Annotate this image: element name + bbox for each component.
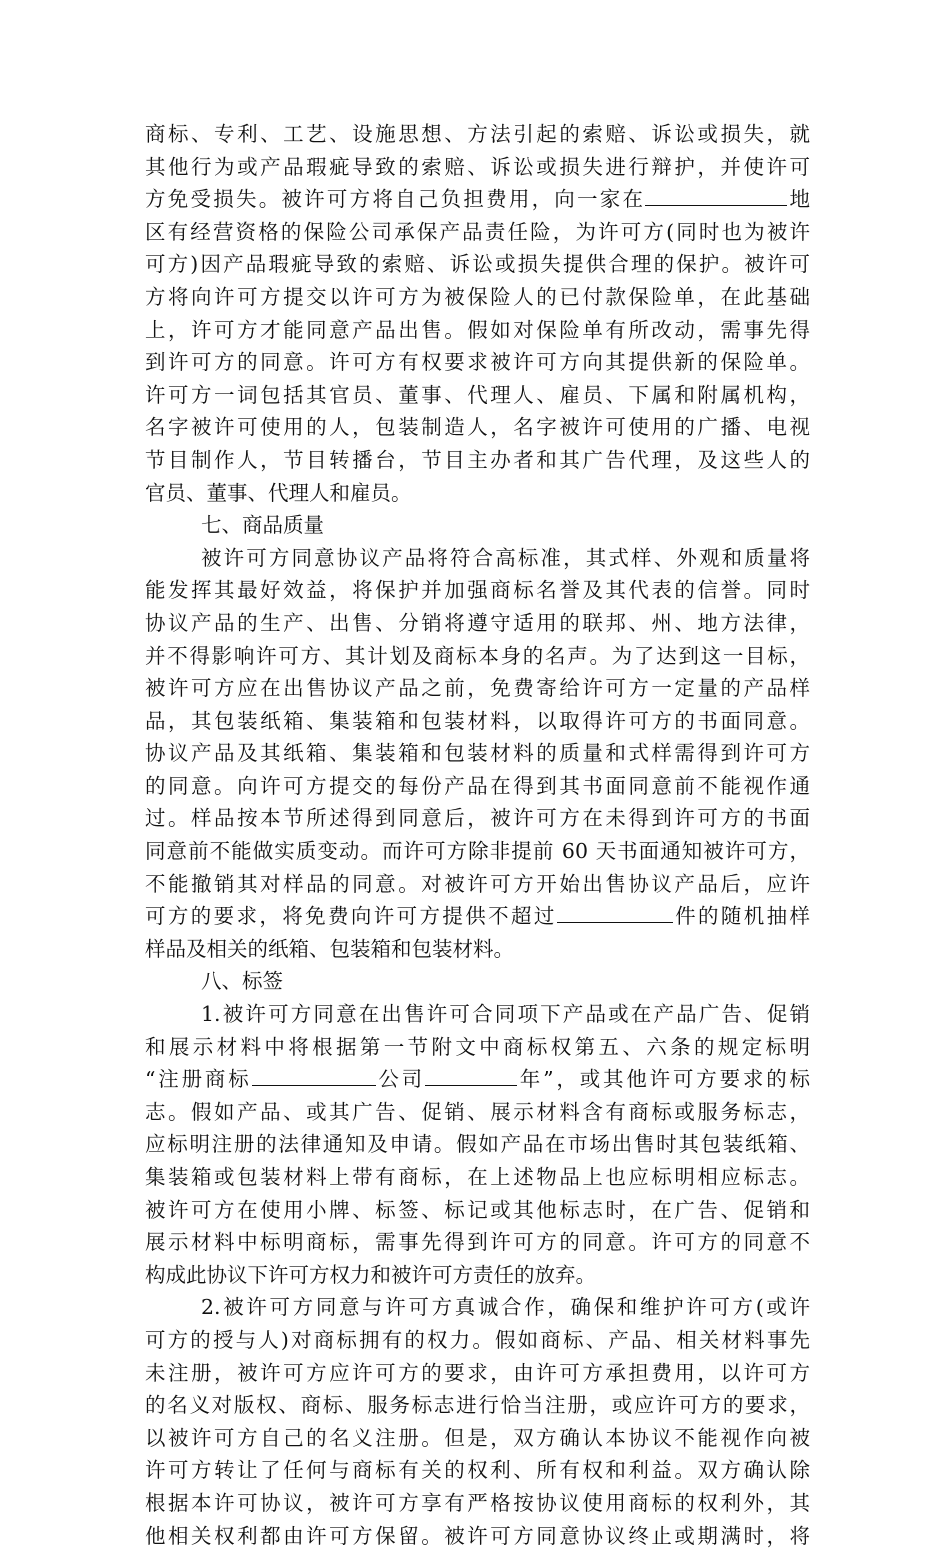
text-line: 集装箱或包装材料上带有商标，在上述物品上也应标明相应标志。: [145, 1165, 810, 1189]
text-line: 节目制作人，节目转播台，节目主办者和其广告代理，及这些人的: [145, 447, 810, 472]
document-body: [145, 118, 810, 1552]
text-line: 不能撤销其对样品的同意。对被许可方开始出售协议产品后，应许: [145, 871, 810, 896]
section-heading: 七、商品质量: [201, 513, 324, 538]
text-line: 区有经营资格的保险公司承保产品责任险，为许可方(同时也为被许: [145, 219, 810, 244]
text-line: [145, 183, 810, 216]
text-line: 样品及相关的纸箱、包装箱和包装材料。: [145, 936, 514, 961]
text-line: 可方)因产品瑕疵导致的索赔、诉讼或损失提供合理的保护。被许可: [145, 252, 810, 277]
section-heading: 八、标签: [201, 969, 283, 994]
text-line: [145, 900, 810, 933]
text-line: 方将向许可方提交以许可方为被保险人的已付款保险单，在此基础: [145, 284, 810, 309]
text-line: [145, 1063, 810, 1096]
text-segment: 方免受损失。被许可方将自己负担费用，向一家在: [145, 187, 646, 212]
text-line: 官员、董事、代理人和雇员。: [145, 480, 412, 505]
text-line: 其他行为或产品瑕疵导致的索赔、诉讼或损失进行辩护，并使许可: [145, 154, 810, 179]
text-line: 商标、专利、工艺、设施思想、方法引起的索赔、诉讼或损失，就: [145, 122, 810, 146]
blank-underline: [557, 900, 673, 923]
text-line: 展示材料中标明商标，需事先得到许可方的同意。许可方的同意不: [145, 1230, 810, 1255]
text-segment: 可方的要求，将免费向许可方提供不超过: [145, 904, 557, 929]
text-line: 被许可方同意协议产品将符合高标准，其式样、外观和质量将: [201, 545, 810, 570]
text-segment: 件的随机抽样: [672, 904, 810, 929]
text-line: 名字被许可使用的人，包装制造人，名字被许可使用的广播、电视: [145, 415, 810, 440]
text-line: 以被许可方自己的名义注册。但是，双方确认本协议不能视作向被: [145, 1425, 810, 1450]
text-line: 构成此协议下许可方权力和被许可方责任的放弃。: [145, 1262, 596, 1287]
text-line: 许可方转让了任何与商标有关的权利、所有权和利益。双方确认除: [145, 1458, 810, 1483]
text-segment: “注册商标: [145, 1067, 252, 1092]
text-line: 应标明注册的法律通知及申请。假如产品在市场出售时其包装纸箱、: [145, 1132, 810, 1157]
text-line: 他相关权利都由许可方保留。被许可方同意协议终止或期满时，将: [145, 1523, 810, 1548]
text-line: 被许可方应在出售协议产品之前，免费寄给许可方一定量的产品样: [145, 676, 810, 701]
text-line: 2.被许可方同意与许可方真诚合作，确保和维护许可方(或许: [201, 1295, 810, 1320]
text-segment: 地: [787, 187, 811, 212]
text-line: 同意前不能做实质变动。而许可方除非提前 60 天书面通知被许可方，: [145, 839, 810, 864]
text-segment: 公司: [375, 1067, 425, 1092]
text-line: 的同意。向许可方提交的每份产品在得到其书面同意前不能视作通: [145, 773, 810, 798]
blank-underline: [425, 1063, 517, 1086]
text-line: 志。假如产品、或其广告、促销、展示材料含有商标或服务标志，: [145, 1099, 810, 1124]
text-line: 过。样品按本节所述得到同意后，被许可方在未得到许可方的书面: [145, 806, 810, 831]
text-line: 未注册，被许可方应许可方的要求，由许可方承担费用，以许可方: [145, 1360, 810, 1385]
blank-underline: [252, 1063, 376, 1086]
text-line: 上，许可方才能同意产品出售。假如对保险单有所改动，需事先得: [145, 317, 810, 342]
text-line: 到许可方的同意。许可方有权要求被许可方向其提供新的保险单。: [145, 350, 810, 375]
text-line: 许可方一词包括其官员、董事、代理人、雇员、下属和附属机构，: [145, 382, 810, 407]
text-line: 被许可方在使用小牌、标签、标记或其他标志时，在广告、促销和: [145, 1197, 810, 1222]
text-line: 能发挥其最好效益，将保护并加强商标名誉及其代表的信誉。同时: [145, 578, 810, 603]
text-line: 并不得影响许可方、其计划及商标本身的名声。为了达到这一目标，: [145, 643, 810, 668]
text-line: 可方的授与人)对商标拥有的权力。假如商标、产品、相关材料事先: [145, 1327, 810, 1352]
text-line: 1.被许可方同意在出售许可合同项下产品或在产品广告、促销: [201, 1002, 810, 1027]
blank-underline: [645, 183, 787, 206]
text-line: 根据本许可协议，被许可方享有严格按协议使用商标的权利外，其: [145, 1490, 810, 1515]
text-line: 和展示材料中将根据第一节附文中商标权第五、六条的规定标明: [145, 1034, 810, 1059]
text-line: 的名义对版权、商标、服务标志进行恰当注册，或应许可方的要求，: [145, 1393, 810, 1418]
text-line: 品，其包装纸箱、集装箱和包装材料，以取得许可方的书面同意。: [145, 708, 810, 733]
text-line: 协议产品的生产、出售、分销将遵守适用的联邦、州、地方法律，: [145, 610, 810, 635]
text-line: 协议产品及其纸箱、集装箱和包装材料的质量和式样需得到许可方: [145, 741, 810, 766]
text-segment: 年”，或其他许可方要求的标: [516, 1067, 811, 1092]
